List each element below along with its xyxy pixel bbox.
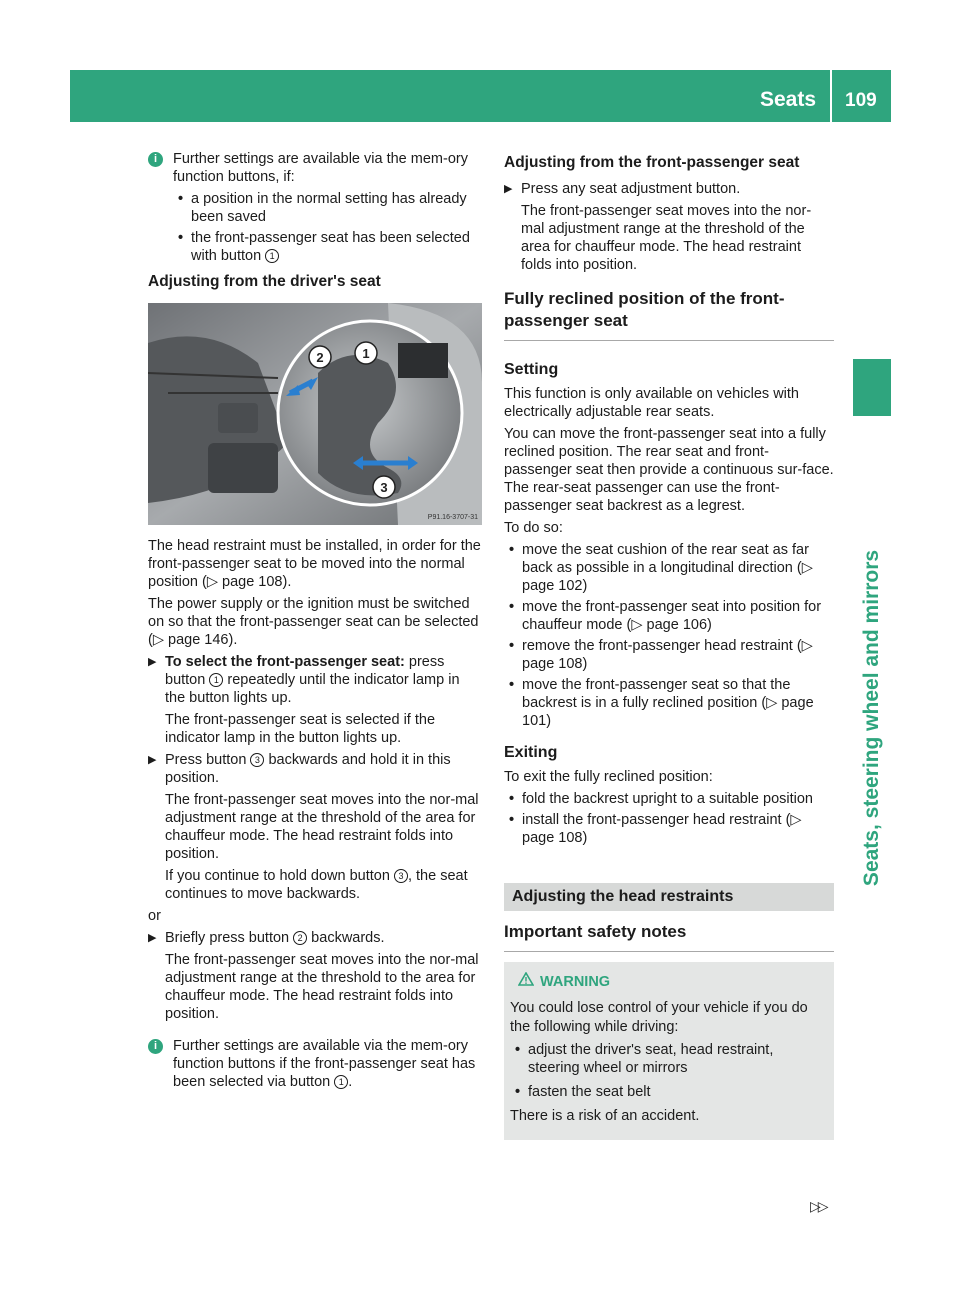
callout-ref: 1 xyxy=(334,1075,348,1089)
list-item: • the front-passenger seat has been selected with button 1 xyxy=(178,230,470,264)
action-step: ▶ Press any seat adjustment button. The front-passenger seat moves into the nor-mal adjustment range at the threshold of the area for chauffeur mode. The head restraint folds into position. xyxy=(504,181,812,273)
right-column xyxy=(504,150,834,1140)
arrow-right-icon: ▶ xyxy=(148,656,157,668)
callout-3: 3 xyxy=(380,480,388,495)
list-item: • fasten the seat belt xyxy=(515,1084,651,1100)
list-item: • fold the backrest upright to a suitable position xyxy=(509,791,813,807)
warning-text: You could lose control of your vehicle if you do the following while driving: xyxy=(510,1000,808,1035)
list-item: • a position in the normal setting has already been saved xyxy=(178,191,467,225)
or-text: or xyxy=(148,908,161,924)
info-icon: i xyxy=(148,152,163,167)
callout-ref: 1 xyxy=(265,249,279,263)
page-title: Seats xyxy=(760,88,817,111)
warning-box xyxy=(504,962,834,1140)
callout-ref: 2 xyxy=(293,931,307,945)
list-item: • install the front-passenger head restraint (▷ page 108) xyxy=(509,812,802,846)
left-column xyxy=(148,150,482,1099)
paragraph: To exit the fully reclined position: xyxy=(504,769,713,785)
chapter-tab xyxy=(853,359,891,416)
callout-2: 2 xyxy=(316,350,324,365)
paragraph: This function is only available on vehicles with electrically adjustable rear seats. xyxy=(504,386,799,420)
action-step: ▶ Press button 3 backwards and hold it in this position. The front-passenger seat moves into the nor-mal adjustment range at the threshold of the area for chauffeur mode. The head restraint folds into position. If you continue to hold down button 3 , the seat continues to move backwards. xyxy=(148,752,479,902)
subsection-heading: Exiting xyxy=(504,744,558,761)
header-divider xyxy=(830,70,832,122)
section-heading: Fully reclined position of the front-passenger seat xyxy=(504,288,834,341)
paragraph: The head restraint must be installed, in order for the front-passenger seat to be moved into the normal position (▷ page 108). xyxy=(148,538,481,590)
warning-risk: There is a risk of an accident. xyxy=(510,1108,700,1124)
paragraph: To do so: xyxy=(504,520,563,536)
section-heading: Adjusting from the front-passenger seat xyxy=(504,154,800,171)
section-heading: Important safety notes xyxy=(504,921,834,952)
list-item: • move the seat cushion of the rear seat as far back as possible in a longitudinal direction (▷ page 102) xyxy=(509,542,813,594)
continue-mark: ▷▷ xyxy=(810,1198,826,1214)
info-note: i Further settings are available via the mem-ory function buttons if the front-passenger seat has been selected via button 1 . xyxy=(148,1037,482,1091)
figure-code: P91.16-3707-31 xyxy=(427,514,478,521)
subsection-heading: Setting xyxy=(504,361,559,378)
seat-buttons-figure xyxy=(148,303,482,525)
action-step: ▶ To select the front-passenger seat: press button 1 repeatedly until the indicator lamp in the button lights up. The front-passenger seat is selected if the indicator lamp in the button lights up. xyxy=(148,654,460,746)
info-text: Further settings are available via the mem-ory function buttons, if: xyxy=(173,151,468,185)
list-item: • move the front-passenger seat so that the backrest is in a fully reclined position (▷ page 101) xyxy=(509,677,814,729)
arrow-right-icon: ▶ xyxy=(504,183,513,195)
info-icon: i xyxy=(148,1039,163,1054)
list-item: • remove the front-passenger head restraint (▷ page 108) xyxy=(509,638,813,672)
page-number: 109 xyxy=(845,90,877,111)
warning-triangle-icon xyxy=(518,972,534,991)
paragraph: The power supply or the ignition must be switched on so that the front-passenger seat can be selected (▷ page 146). xyxy=(148,596,479,648)
action-step: ▶ Briefly press button 2 backwards. The front-passenger seat moves into the nor-mal adjustment range at the threshold to the area for chauffeur mode. The head restraint folds into position. xyxy=(148,930,479,1022)
section-heading: Adjusting from the driver's seat xyxy=(148,273,381,290)
callout-ref: 3 xyxy=(394,869,408,883)
paragraph: You can move the front-passenger seat into a fully reclined position. The rear seat and front-passenger seat then provide a continuous sur-face. The rear-seat passenger can use the front-passenger seat backrest as a legrest. xyxy=(504,426,834,514)
arrow-right-icon: ▶ xyxy=(148,754,157,766)
section-bar: Adjusting the head restraints xyxy=(504,883,834,911)
list-item: • move the front-passenger seat into position for chauffeur mode (▷ page 106) xyxy=(509,599,822,633)
arrow-right-icon: ▶ xyxy=(148,932,157,944)
callout-1: 1 xyxy=(362,346,370,361)
callout-ref: 1 xyxy=(209,673,223,687)
list-item: • adjust the driver's seat, head restraint, steering wheel or mirrors xyxy=(515,1042,774,1076)
info-note xyxy=(148,150,482,265)
callout-ref: 3 xyxy=(250,753,264,767)
warning-header: WARNING xyxy=(518,972,828,991)
